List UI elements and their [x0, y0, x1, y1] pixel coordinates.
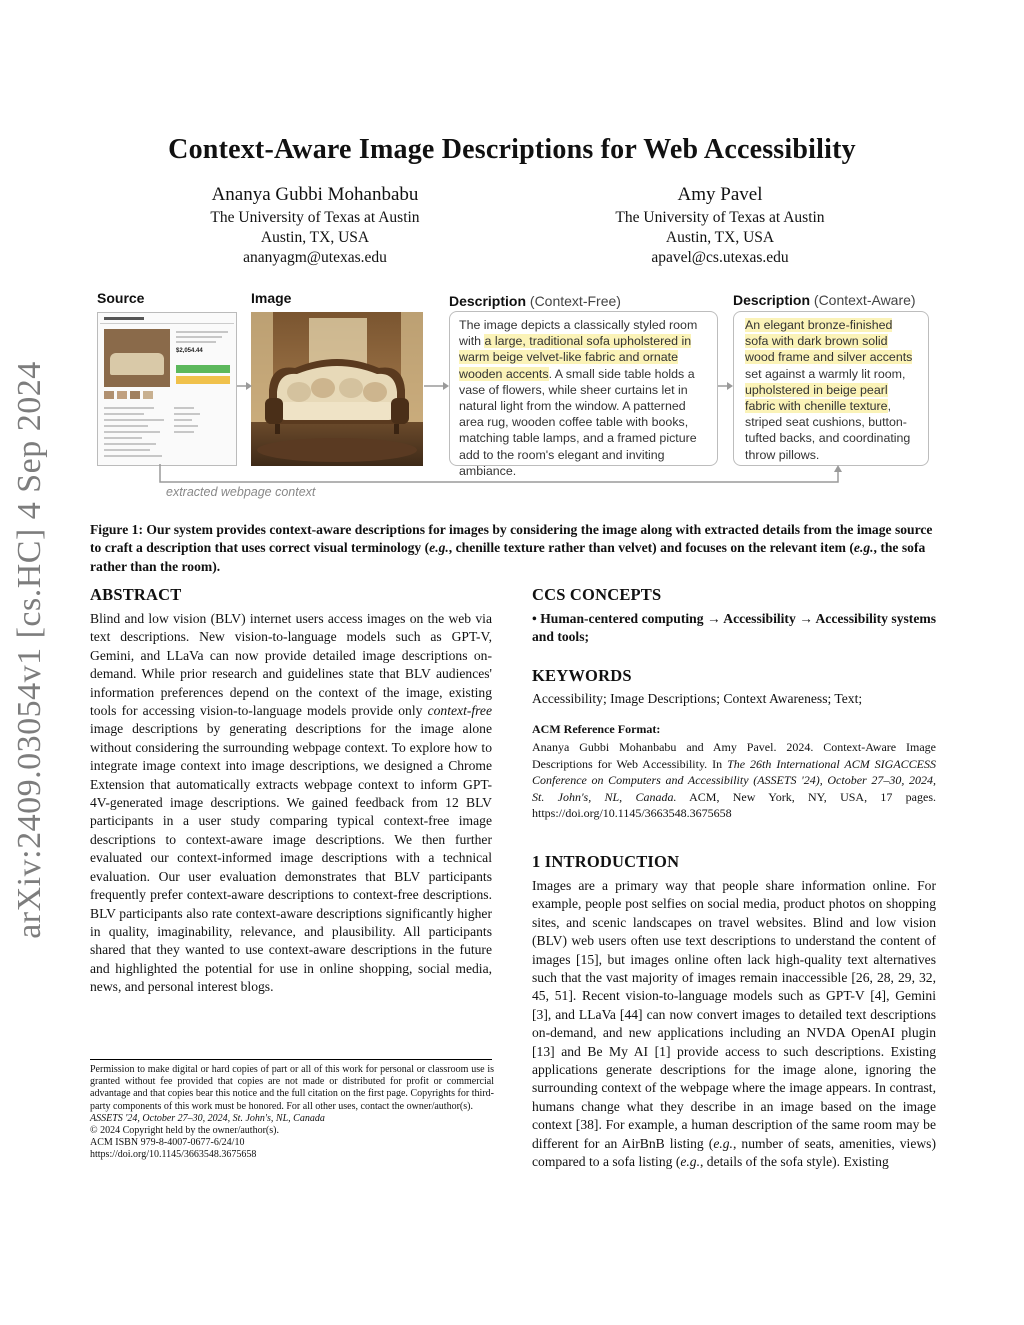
acm-ref-emph: The 26th International ACM SIGACCESS Conference on Computers and Accessibility (ASSETS '24), October 27–30, 2024, St. John's, NL, Canada. [532, 756, 936, 804]
label-description: Description [733, 292, 811, 308]
abstract-text: image descriptions by generating descriptions for the image alone without considering the surrounding webpage context. To explore how to integrate image context into image descriptions, we designed a Chrome Extension that automatically extracts webpage context to inform GPT-4V-generated image descriptions. We gained feedback from 12 BLV participants in a user study comparing typical context-free image descriptions to context-aware image descriptions. We then further evaluated our context-informed image descriptions with a technical evaluation. Our user evaluation demonstrates that BLV participants frequently prefer context-aware descriptions to context-free descriptions. BLV participants also rate context-aware descriptions significantly higher in quality, imaginability, relevance, and plausibility. All participants shared that they wanted to use context-aware descriptions in the future and highlighted the potential for use in online shopping, social media, news, and personal interest blogs. [90, 721, 492, 995]
figure-label-image: Image [251, 290, 292, 306]
product-title-line [176, 341, 216, 343]
product-thumbnail [104, 329, 170, 387]
keywords-text: Accessibility; Image Descriptions; Context Awareness; Text; [532, 691, 863, 706]
gallery-thumb [117, 391, 127, 399]
product-title-line [176, 331, 228, 333]
acm-ref-heading: ACM Reference Format: [532, 722, 661, 736]
acm-ref-text: Ananya Gubbi Mohanbabu and Amy Pavel. 2024. Context-Aware Image Descriptions for Web Accessibility. In [532, 740, 936, 771]
author-affiliation: The University of Texas at Austin [210, 209, 420, 226]
spec-line [104, 449, 150, 451]
context-aware-highlight: An elegant bronze-finished sofa with dark brown solid wood frame and silver accents [745, 318, 913, 365]
spec-line [104, 407, 154, 409]
arxiv-id: arXiv:2409.03054v1 [cs.HC] 4 Sep 2024 [11, 361, 48, 939]
venue-line: ASSETS '24, October 27–30, 2024, St. John's, NL, Canada [90, 1112, 325, 1124]
site-header-rule [100, 323, 234, 324]
source-to-image-arrow [237, 380, 253, 392]
figure-label-context-free [449, 293, 621, 309]
context-free-text: The image depicts a classically styled room with [459, 318, 698, 349]
gallery-thumb [104, 391, 114, 399]
spec-line [104, 413, 144, 415]
label-context-free: (Context-Free) [529, 293, 621, 309]
caption-emph: e.g. [429, 540, 449, 556]
ccs-heading: CCS CONCEPTS [532, 585, 662, 604]
intro-text: , details of the sofa style). Existing [700, 1154, 889, 1170]
figure-label-source: Source [97, 290, 145, 306]
sofa-illustration [251, 312, 423, 466]
caption-text: , the sofa rather than the room). [90, 540, 926, 574]
figure-1 [0, 288, 1024, 508]
isbn-line: ACM ISBN 979-8-4007-0677-6/24/10 [90, 1137, 245, 1149]
author-affiliation: The University of Texas at Austin [615, 209, 825, 226]
buy-now-mock [176, 376, 230, 384]
sofa-photo [251, 312, 423, 466]
intro-emph: e.g. [713, 1135, 733, 1151]
permission-notice: Permission to make digital or hard copies of part or all of this work for personal or classroom use is granted without fee provided that copies are not made or distributed for profit or commercial advantage and that copies bear this notice and the full citation on the first page. Copyrights for third-party components of this work must be honored. For all other uses, contact the owner/author(s). [90, 1064, 494, 1112]
intro-emph: e.g. [680, 1154, 700, 1170]
label-description: Description [449, 293, 527, 309]
figure-caption [90, 521, 936, 576]
context-free-highlight: a large, traditional sofa upholstered in warm beige velvet-like fabric and ornate wooden accents [459, 334, 692, 381]
product-price: $2,054.44 [176, 348, 203, 354]
introduction-heading: 1 INTRODUCTION [532, 852, 680, 871]
footnote [90, 1064, 494, 1162]
copyright-line: © 2024 Copyright held by the owner/author(s). [90, 1125, 279, 1137]
context-free-description-box [449, 311, 718, 478]
description-to-description-arrow [718, 380, 734, 392]
gallery-thumb [143, 391, 153, 399]
doi-line: https://doi.org/10.1145/3663548.3675658 [90, 1149, 257, 1161]
context-free-text: . A small side table holds a vase of flowers, while sheer curtains let in natural light from the window. A patterned area rug, wooden coffee table with books, matching table lamps, and a framed picture add to the room's elegant and inviting ambiance. [459, 366, 697, 478]
intro-text: Images are a primary way that people share information online. For example, people post selfies on social media, product photos on shopping sites, and scenic landscapes on travel websites. Blind and low vision (BLV) web users often use text descriptions to understand the content of images [15], but images online often lack high-quality text alternatives such that the vast majority of images remain inaccessible [26, 28, 29, 32, 45, 51]. Recent vision-to-language models such as GPT-V [4], Gemini [3], and LLaVa [44] can now convert images to detailed text descriptions on-demand, and new applications including an NVDA OpenAI plugin [13] and Be My AI [1] provide access to such descriptions. Existing applications generate descriptions for the image alone, ignoring the surrounding context of the webpage where the image appears. In contrast, humans change what they describe in an image based on the image context [38]. For example, a human description of the same room may be different for an AirBnB listing ( [532, 878, 936, 1151]
spec-line [174, 431, 194, 433]
spec-line [174, 419, 192, 421]
abstract-heading: ABSTRACT [90, 585, 182, 604]
label-context-aware: (Context-Aware) [813, 292, 916, 308]
author-location: Austin, TX, USA [260, 229, 370, 246]
acm-ref-text: ACM, New York, NY, USA, 17 pages. https://doi.org/10.1145/3663548.3675658 [532, 789, 937, 820]
author-email: ananyagm@utexas.edu [243, 249, 387, 266]
context-connector-label: extracted webpage context [166, 485, 316, 499]
caption-text: Figure 1: Our system provides context-aware descriptions for images by considering the image along with extracted details from the image source to craft a description that uses correct visual terminology ( [90, 522, 933, 556]
keywords-heading: KEYWORDS [532, 666, 632, 685]
abstract-body [90, 610, 492, 997]
author-name: Ananya Gubbi Mohanbabu [211, 184, 419, 205]
acm-reference [532, 739, 936, 822]
author-location: Austin, TX, USA [665, 229, 775, 246]
author-name: Amy Pavel [677, 184, 763, 205]
gallery-thumb [130, 391, 140, 399]
thumbnail-sofa [110, 353, 164, 375]
spec-line [104, 455, 162, 457]
product-title-line [176, 336, 222, 338]
abstract-emph: context-free [427, 703, 492, 719]
paper-title: Context-Aware Image Descriptions for Web Accessibility [168, 134, 856, 165]
footnote-rule [90, 1059, 492, 1060]
spec-line [104, 425, 148, 427]
caption-emph: e.g. [853, 540, 874, 556]
spec-line [104, 443, 156, 445]
source-webpage-screenshot [97, 312, 237, 466]
add-to-cart-mock [176, 365, 230, 373]
author-block-2 [575, 182, 865, 268]
intro-text: , number of seats, amenities, views) compared to a sofa listing ( [532, 1135, 937, 1170]
ccs-concepts: • Human-centered computing → Accessibility → Accessibility systems and tools; [532, 611, 936, 645]
context-aware-highlight: upholstered in beige pearl fabric with chenille texture [745, 382, 888, 414]
introduction-body [532, 877, 936, 1172]
context-aware-description-box [733, 311, 929, 466]
image-to-description-arrow [424, 380, 450, 392]
context-aware-text: , striped seat cushions, button-tufted backs, and coordinating throw pillows. [745, 399, 911, 462]
spec-line [174, 413, 200, 415]
spec-line [104, 437, 142, 439]
spec-line [174, 425, 198, 427]
spec-line [104, 431, 160, 433]
spec-line [104, 419, 164, 421]
site-logo [104, 317, 144, 320]
spec-line [174, 407, 194, 409]
abstract-text: Blind and low vision (BLV) internet users access images on the web via text descriptions. New vision-to-language models such as GPT-V, Gemini, and LLaVa can now provide detailed image descriptions on-demand. While prior research and guidelines state that BLV audiences' information preferences depend on the context of the image, existing tools for accessing vision-to-language models provide only [90, 611, 492, 719]
author-email: apavel@cs.utexas.edu [651, 249, 789, 266]
figure-label-context-aware [733, 292, 916, 308]
caption-text: , chenille texture rather than velvet) and focuses on the relevant item ( [448, 540, 854, 556]
context-aware-text: set against a warmly lit room, [745, 366, 906, 381]
author-block-1 [160, 182, 470, 268]
